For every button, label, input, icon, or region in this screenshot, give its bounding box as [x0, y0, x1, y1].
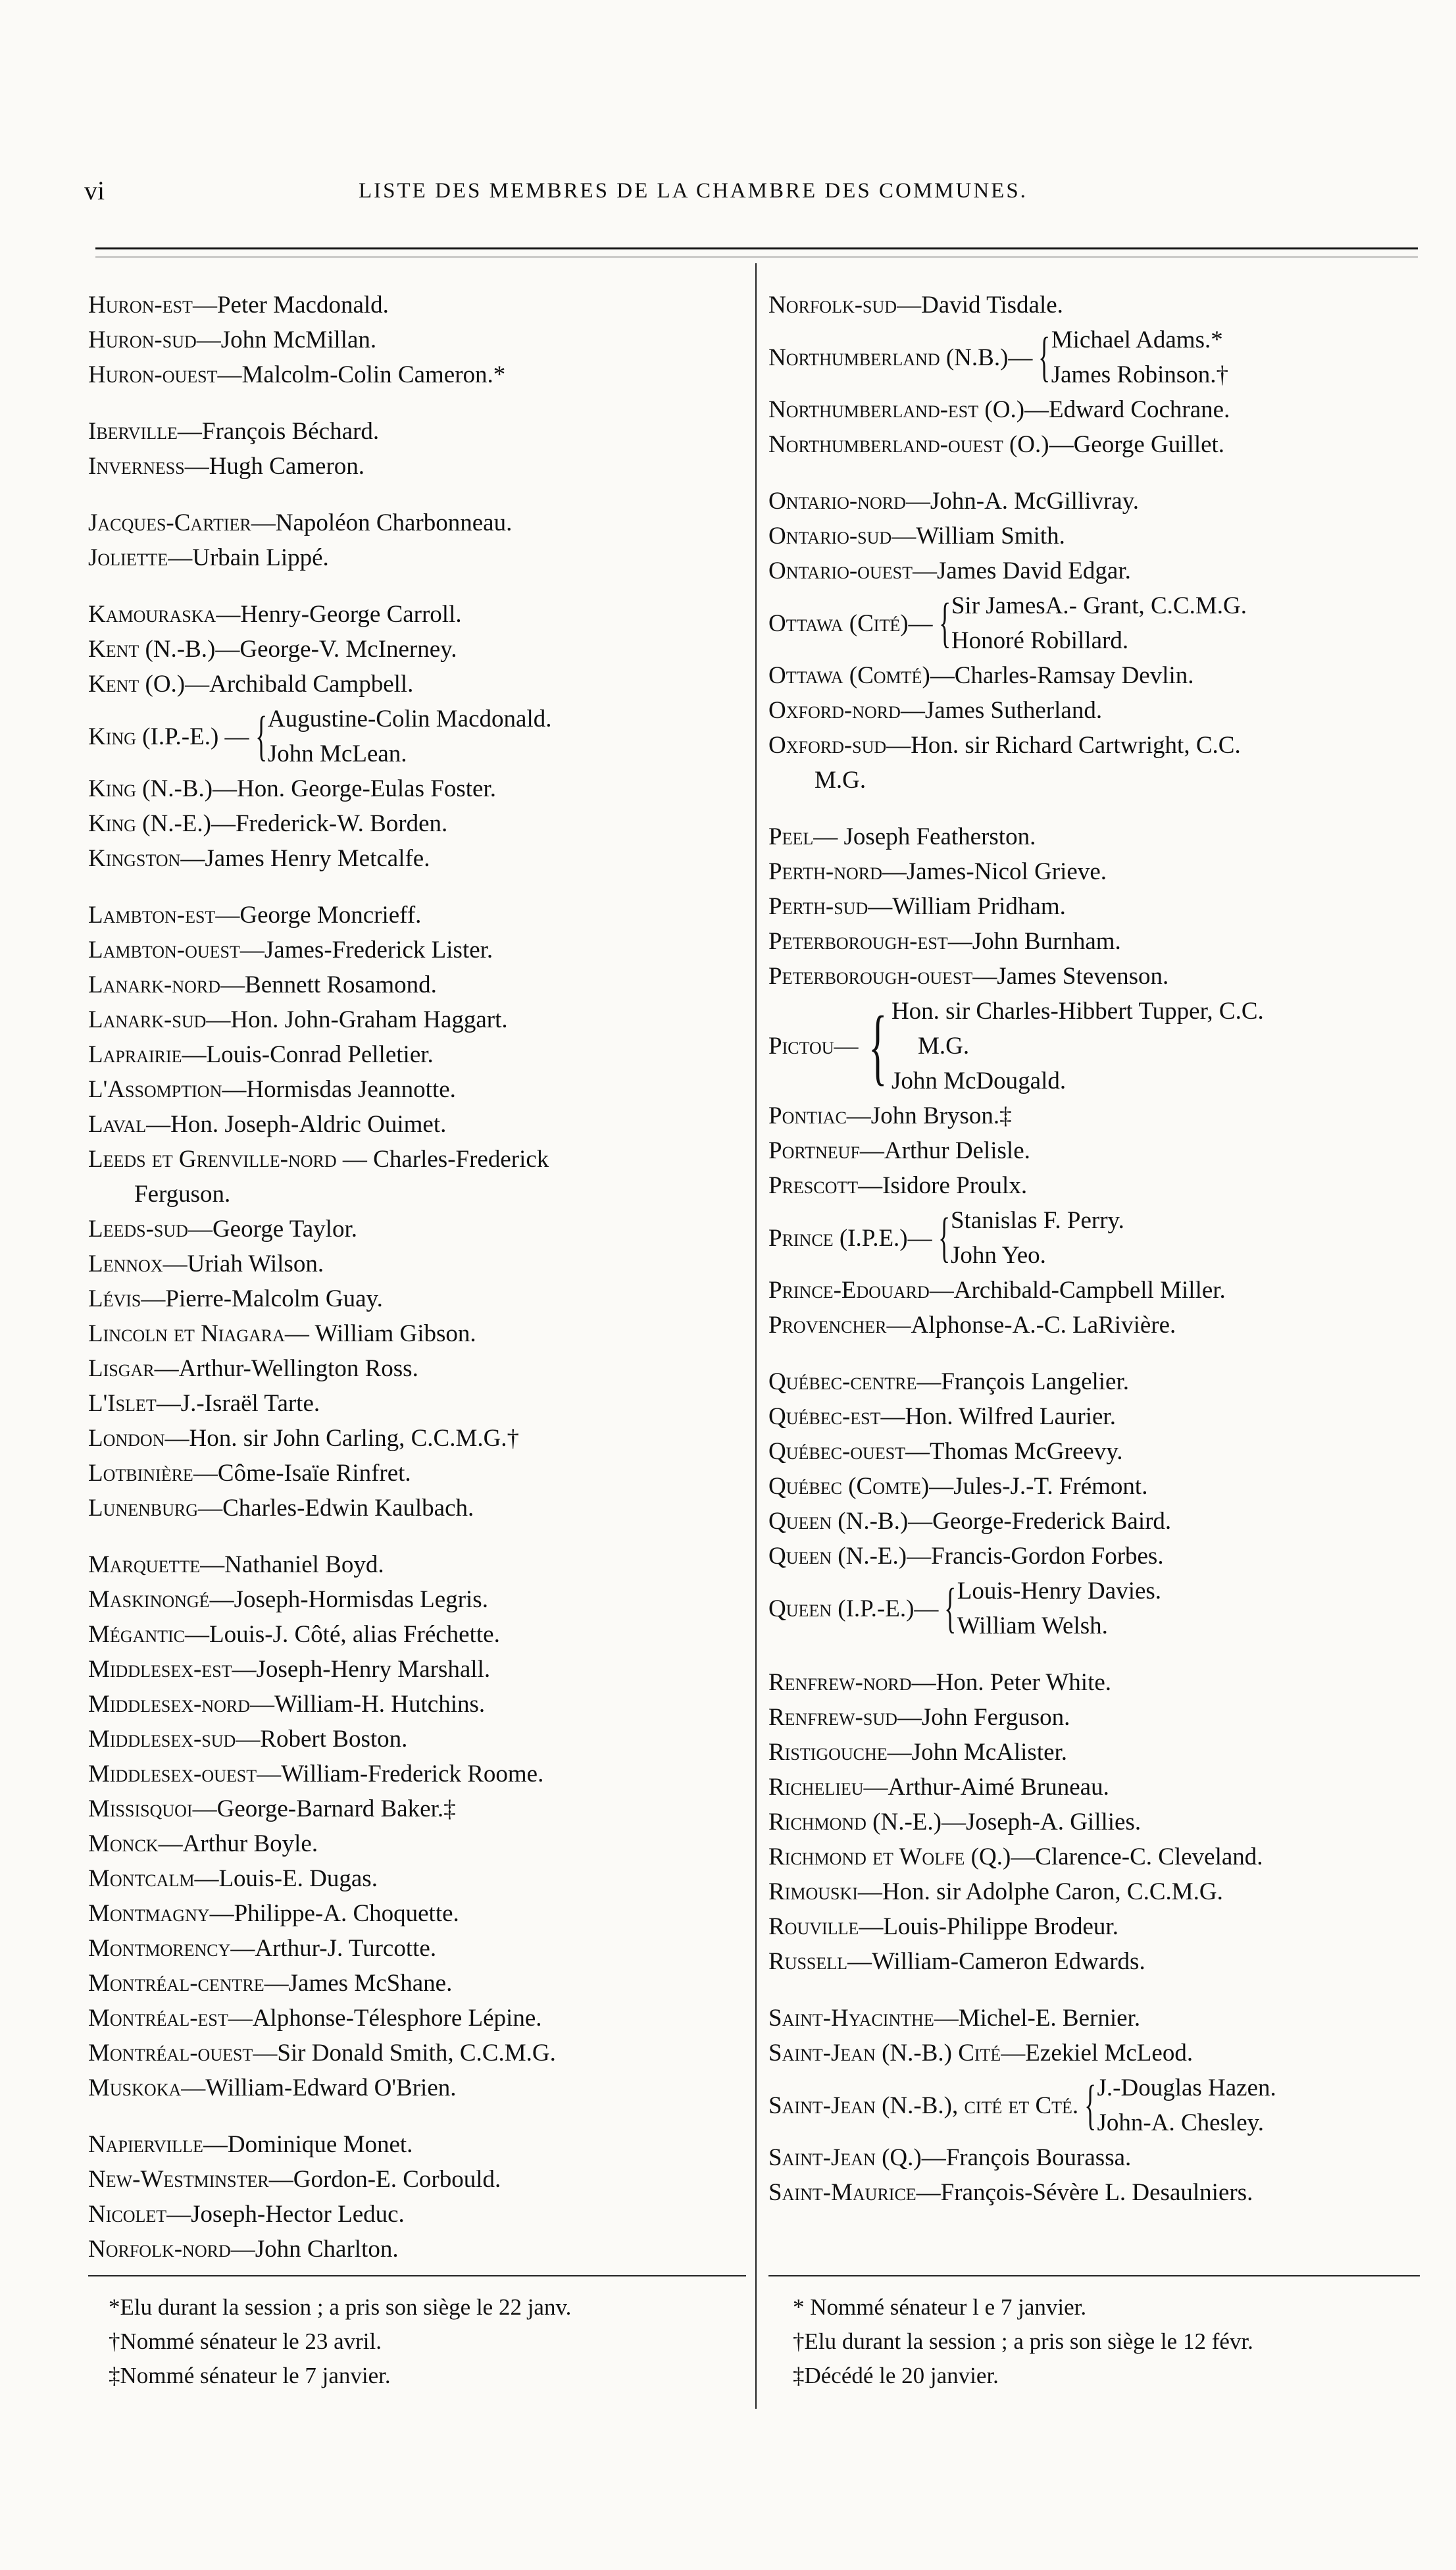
- list-item: Montmorency—Arthur-J. Turcotte.: [88, 1935, 437, 1962]
- list-item: Russell—William-Cameron Edwards.: [768, 1948, 1145, 1975]
- member-name-continuation: M.G.: [917, 1033, 970, 1060]
- list-item: Middlesex-nord—William-H. Hutchins.: [88, 1691, 486, 1718]
- entry-label: Northumberland (N.B.)—: [768, 344, 1033, 371]
- list-item: Huron-sud—John McMillan.: [88, 326, 377, 353]
- list-item: Napierville—Dominique Monet.: [88, 2131, 413, 2158]
- brace-glyph: {: [255, 706, 267, 767]
- group-j: [88, 505, 746, 575]
- list-item: Pontiac—John Bryson.‡: [768, 1102, 1012, 1129]
- list-item-continuation: Ferguson.: [134, 1181, 231, 1208]
- list-item: Québec-ouest—Thomas McGreevy.: [768, 1438, 1123, 1465]
- list-item: Queen (N.-E.)—Francis-Gordon Forbes.: [768, 1543, 1164, 1570]
- footnotes-left: [109, 2290, 571, 2393]
- list-item: Prince-Edouard—Archibald-Campbell Miller.: [768, 1277, 1226, 1304]
- list-item: Oxford-nord—James Sutherland.: [768, 697, 1103, 724]
- page-number: vi: [84, 176, 105, 205]
- list-item: Rimouski—Hon. sir Adolphe Caron, C.C.M.G.: [768, 1878, 1223, 1905]
- list-item: Maskinongé—Joseph-Hormisdas Legris.: [88, 1586, 488, 1613]
- member-name: Honoré Robillard.: [951, 627, 1129, 654]
- brace-glyph: {: [1038, 326, 1051, 388]
- list-item: Montréal-centre—James McShane.: [88, 1970, 453, 1997]
- braced-entry-northumberland-nb: [768, 322, 1426, 392]
- member-name: Sir JamesA.- Grant, C.C.M.G.: [951, 592, 1247, 619]
- list-item: Saint-Maurice—François-Sévère L. Desaulniers.: [768, 2179, 1253, 2206]
- entry-label: Prince (I.P.E.)—: [768, 1224, 932, 1252]
- list-item: Montmagny—Philippe-A. Choquette.: [88, 1900, 459, 1927]
- list-item: Northumberland-ouest (O.)—George Guillet.: [768, 431, 1225, 458]
- brace-glyph: {: [938, 1207, 950, 1268]
- member-name: John-A. Chesley.: [1097, 2109, 1264, 2136]
- list-item: Québec-centre—François Langelier.: [768, 1368, 1130, 1395]
- member-name: John McLean.: [267, 740, 407, 767]
- list-item: Saint-Jean (Q.)—François Bourassa.: [768, 2144, 1132, 2171]
- group-m: [88, 1547, 746, 2105]
- list-item: Montcalm—Louis-E. Dugas.: [88, 1865, 378, 1892]
- page-header: [0, 175, 1456, 215]
- list-item: Richelieu—Arthur-Aimé Bruneau.: [768, 1774, 1109, 1801]
- entry-label: Ottawa (Cité)—: [768, 609, 933, 637]
- group-huron: [88, 288, 746, 392]
- list-item: Richmond et Wolfe (Q.)—Clarence-C. Cleveland.: [768, 1843, 1263, 1870]
- list-item: Lanark-nord—Bennett Rosamond.: [88, 971, 437, 998]
- list-item: Peel— Joseph Featherston.: [768, 823, 1036, 850]
- list-item: Prescott—Isidore Proulx.: [768, 1172, 1028, 1199]
- list-item: London—Hon. sir John Carling, C.C.M.G.†: [88, 1425, 520, 1452]
- running-title: LISTE DES MEMBRES DE LA CHAMBRE DES COMMUNES.: [359, 179, 1028, 203]
- list-item: Ristigouche—John McAlister.: [768, 1739, 1068, 1766]
- list-item: Marquette—Nathaniel Boyd.: [88, 1551, 384, 1578]
- member-name: J.-Douglas Hazen.: [1097, 2074, 1276, 2101]
- list-item: Northumberland-est (O.)—Edward Cochrane.: [768, 396, 1230, 423]
- group-i: [88, 414, 746, 484]
- list-item: Nicolet—Joseph-Hector Leduc.: [88, 2201, 405, 2228]
- braced-entry-king-pe: [88, 702, 746, 771]
- list-item: Inverness—Hugh Cameron.: [88, 453, 365, 480]
- group-o: [768, 484, 1426, 798]
- list-item: Iberville—François Béchard.: [88, 418, 380, 445]
- list-item: Peterborough-ouest—James Stevenson.: [768, 963, 1169, 990]
- member-name: Michael Adams.*: [1051, 326, 1223, 353]
- member-name: Augustine-Colin Macdonald.: [267, 706, 552, 732]
- brace-glyph: {: [938, 592, 951, 654]
- list-item: Ontario-ouest—James David Edgar.: [768, 557, 1131, 584]
- list-item: Montréal-ouest—Sir Donald Smith, C.C.M.G.: [88, 2040, 556, 2067]
- list-item-continuation: M.G.: [815, 767, 866, 794]
- list-item: Saint-Jean (N.-B.) Cité—Ezekiel McLeod.: [768, 2040, 1193, 2067]
- list-item: Middlesex-ouest—William-Frederick Roome.: [88, 1760, 544, 1787]
- group-s: [768, 2001, 1426, 2210]
- list-item: Muskoka—William-Edward O'Brien.: [88, 2074, 457, 2101]
- braced-entry-pictou: [768, 994, 1426, 1098]
- member-name: William Welsh.: [957, 1612, 1108, 1639]
- group-norfolk-northumberland: [768, 288, 1426, 462]
- list-item: Rouville—Louis-Philippe Brodeur.: [768, 1913, 1118, 1940]
- list-item: King (N.-B.)—Hon. George-Eulas Foster.: [88, 775, 496, 802]
- footnote: *Elu durant la session ; a pris son siège le 22 janv.: [109, 2294, 572, 2320]
- list-item: Lambton-est—George Moncrieff.: [88, 902, 422, 929]
- group-n: [88, 2127, 746, 2267]
- group-l: [88, 898, 746, 1526]
- list-item: Leeds-sud—George Taylor.: [88, 1216, 357, 1243]
- list-item: Renfrew-sud—John Ferguson.: [768, 1704, 1070, 1731]
- braced-entry-ottawa-cite: [768, 588, 1426, 658]
- footnote: †Nommé sénateur le 23 avril.: [109, 2328, 382, 2354]
- column-divider: [755, 263, 757, 2409]
- top-rule: [95, 247, 1418, 249]
- member-name: John Yeo.: [950, 1242, 1046, 1269]
- list-item: Kamouraska—Henry-George Carroll.: [88, 601, 462, 628]
- list-item: Renfrew-nord—Hon. Peter White.: [768, 1669, 1112, 1696]
- list-item: Joliette—Urbain Lippé.: [88, 544, 329, 571]
- list-item: Richmond (N.-E.)—Joseph-A. Gillies.: [768, 1809, 1142, 1836]
- list-item: L'Assomption—Hormisdas Jeannotte.: [88, 1076, 456, 1103]
- group-r: [768, 1665, 1426, 1979]
- list-item: King (N.-E.)—Frederick-W. Borden.: [88, 810, 448, 837]
- list-item: Norfolk-nord—John Charlton.: [88, 2236, 399, 2263]
- list-item: Provencher—Alphonse-A.-C. LaRivière.: [768, 1312, 1176, 1339]
- entry-label: Pictou—: [768, 1033, 859, 1060]
- footnotes-right: [793, 2290, 1253, 2393]
- list-item: Kent (O.)—Archibald Campbell.: [88, 671, 414, 698]
- list-item: Missisquoi—George-Barnard Baker.‡: [88, 1795, 456, 1822]
- footnote-rule-right: [768, 2275, 1420, 2276]
- footnote: ‡Décédé le 20 janvier.: [793, 2363, 999, 2388]
- list-item: Lunenburg—Charles-Edwin Kaulbach.: [88, 1495, 474, 1522]
- footnote: †Elu durant la session ; a pris son siège le 12 févr.: [793, 2328, 1253, 2354]
- footnote-rule-left: [88, 2275, 746, 2276]
- member-name: Hon. sir Charles-Hibbert Tupper, C.C.: [891, 998, 1264, 1025]
- brace-glyph: {: [1084, 2074, 1097, 2136]
- list-item: Kent (N.-B.)—George-V. McInerney.: [88, 636, 457, 663]
- list-item: New-Westminster—Gordon-E. Corbould.: [88, 2166, 501, 2193]
- list-item: Lambton-ouest—James-Frederick Lister.: [88, 937, 493, 964]
- list-item: Huron-est—Peter Macdonald.: [88, 292, 389, 319]
- list-item: Lanark-sud—Hon. John-Graham Haggart.: [88, 1006, 508, 1033]
- list-item: Middlesex-est—Joseph-Henry Marshall.: [88, 1656, 491, 1683]
- group-p: [768, 819, 1426, 1343]
- list-item: Perth-sud—William Pridham.: [768, 893, 1066, 920]
- list-item: Laprairie—Louis-Conrad Pelletier.: [88, 1041, 434, 1068]
- list-item: Perth-nord—James-Nicol Grieve.: [768, 858, 1107, 885]
- list-item: Lennox—Uriah Wilson.: [88, 1250, 324, 1277]
- entry-label: King (I.P.-E.) —: [88, 723, 249, 750]
- braced-entry-queen-pe: [768, 1574, 1426, 1643]
- list-item: Ottawa (Comté)—Charles-Ramsay Devlin.: [768, 662, 1194, 689]
- braced-entry-prince-pe: [768, 1203, 1426, 1273]
- list-item: Lotbinière—Côme-Isaïe Rinfret.: [88, 1460, 411, 1487]
- list-item: Huron-ouest—Malcolm-Colin Cameron.*: [88, 361, 506, 388]
- list-item: Lisgar—Arthur-Wellington Ross.: [88, 1355, 418, 1382]
- list-item: Kingston—James Henry Metcalfe.: [88, 845, 430, 872]
- list-item: Lincoln et Niagara— William Gibson.: [88, 1320, 476, 1347]
- group-k: [88, 597, 746, 876]
- list-item: Jacques-Cartier—Napoléon Charbonneau.: [88, 509, 513, 536]
- member-name: Louis-Henry Davies.: [957, 1578, 1162, 1605]
- list-item: Ontario-nord—John-A. McGillivray.: [768, 488, 1140, 515]
- list-item: Portneuf—Arthur Delisle.: [768, 1137, 1030, 1164]
- list-item: Peterborough-est—John Burnham.: [768, 928, 1121, 955]
- list-item: Mégantic—Louis-J. Côté, alias Fréchette.: [88, 1621, 500, 1648]
- list-item: Leeds et Grenville-nord — Charles-Frederick: [88, 1146, 549, 1173]
- member-name: James Robinson.†: [1051, 361, 1229, 388]
- list-item: Lévis—Pierre-Malcolm Guay.: [88, 1285, 383, 1312]
- right-column: [768, 288, 1426, 2210]
- footnote: ‡Nommé sénateur le 7 janvier.: [109, 2363, 391, 2388]
- list-item: Laval—Hon. Joseph-Aldric Ouimet.: [88, 1111, 447, 1138]
- member-name: John McDougald.: [891, 1067, 1067, 1094]
- list-item: Queen (N.-B.)—George-Frederick Baird.: [768, 1508, 1172, 1535]
- list-item: Québec (Comte)—Jules-J.-T. Frémont.: [768, 1473, 1148, 1500]
- list-item: Saint-Hyacinthe—Michel-E. Bernier.: [768, 2005, 1141, 2032]
- list-item: Montréal-est—Alphonse-Télesphore Lépine.: [88, 2005, 542, 2032]
- group-q: [768, 1364, 1426, 1643]
- list-item: L'Islet—J.-Israël Tarte.: [88, 1390, 320, 1417]
- list-item: Monck—Arthur Boyle.: [88, 1830, 318, 1857]
- member-name: Stanislas F. Perry.: [950, 1207, 1124, 1234]
- entry-label: Saint-Jean (N.-B.), cité et Cté.: [768, 2092, 1079, 2119]
- entry-label: Queen (I.P.-E.)—: [768, 1595, 939, 1622]
- list-item: Oxford-sud—Hon. sir Richard Cartwright, C.C.: [768, 732, 1241, 759]
- list-item: Ontario-sud—William Smith.: [768, 523, 1065, 550]
- left-column: [88, 288, 746, 2267]
- braced-entry-saint-jean-cite-cte: [768, 2070, 1426, 2140]
- brace-glyph: {: [944, 1578, 957, 1639]
- list-item: Québec-est—Hon. Wilfred Laurier.: [768, 1403, 1116, 1430]
- list-item: Norfolk-sud—David Tisdale.: [768, 292, 1063, 319]
- footnote: * Nommé sénateur l e 7 janvier.: [793, 2294, 1087, 2320]
- list-item: Middlesex-sud—Robert Boston.: [88, 1726, 408, 1753]
- brace-glyph: {: [868, 998, 887, 1094]
